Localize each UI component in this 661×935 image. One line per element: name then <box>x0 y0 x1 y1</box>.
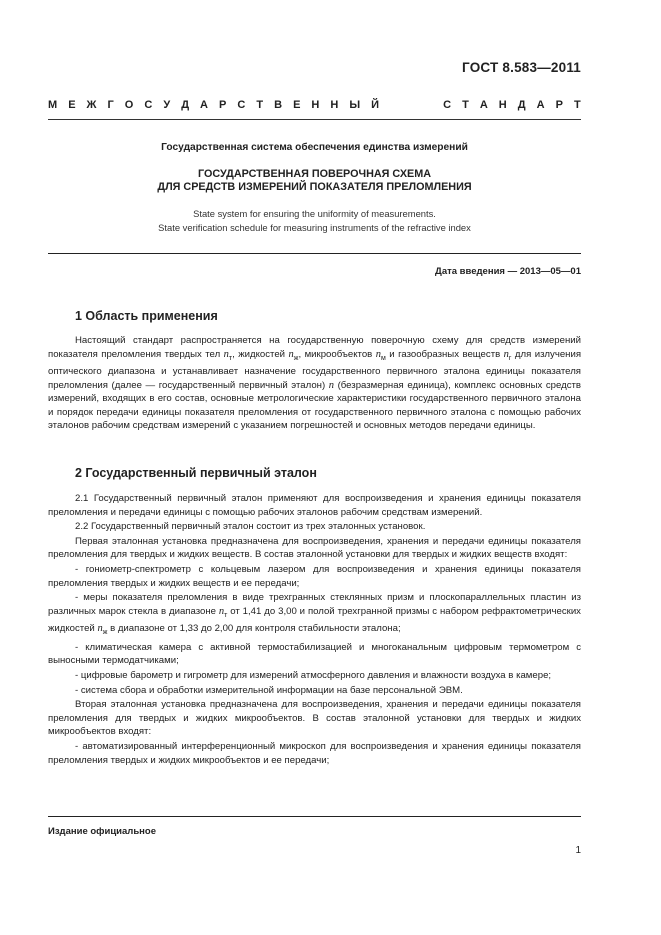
section-1-paragraph <box>48 334 581 433</box>
main-title-line: ДЛЯ СРЕДСТВ ИЗМЕРЕНИЙ ПОКАЗАТЕЛЯ ПРЕЛОМЛЕНИЯ <box>157 181 472 193</box>
page-number: 1 <box>575 845 581 856</box>
symbol-n: n <box>328 379 334 391</box>
text-run: , жидкостей <box>232 348 289 360</box>
banner-gap <box>390 99 432 111</box>
text-run: , микрообъектов <box>298 348 376 360</box>
banner-letter: А <box>200 99 208 111</box>
banner-letter: Е <box>68 99 76 111</box>
symbol-n: n <box>375 348 381 360</box>
banner-letter: Р <box>555 99 563 111</box>
main-title <box>48 168 581 194</box>
introduction-date: Дата введения — 2013—05—01 <box>435 266 581 277</box>
second-installation-paragraph: Вторая эталонная установка предназначена для воспроизведения, хранения и передачи единицы показателя преломления для твердых и жидких микрообъектов. В состав эталонной установки для твердых и жидких микрообъектов входят: <box>48 699 581 738</box>
banner-letter: С <box>237 99 246 111</box>
section-1-body <box>48 334 581 433</box>
first-installation-paragraph: Первая эталонная установка предназначена для воспроизведения, хранения и передачи единицы показателя преломления для твердых и жидких веществ. В состав эталонной установки для твердых и жидких веществ входят: <box>48 535 581 561</box>
banner-letter: А <box>479 99 488 111</box>
banner-letter: Й <box>371 99 380 111</box>
banner-letter: Д <box>517 99 526 111</box>
subscript: ж <box>293 354 299 362</box>
text-run: (безразмерная единица), комплекс основных средств измерений, входящих в его состав, основные метрологические характеристики государственного первичного эталона и порядок передачи единицы показателя преломления от государственного первичного эталона с помощью рабочих эталонов рабочим средствам измерений с указанием погрешностей и основных методов передачи единицы. <box>48 379 581 432</box>
gost-code: ГОСТ 8.583—2011 <box>462 60 581 75</box>
banner-letter: О <box>124 99 134 111</box>
banner-letter: Т <box>462 99 469 111</box>
banner-letter: Ы <box>349 99 361 111</box>
english-title-line: State system for ensuring the uniformity of measurements. <box>193 208 436 219</box>
list-item: - гониометр-спектрометр с кольцевым лазером для воспроизведения и хранения единицы показателя преломления твердых и жидких веществ и ее передачи; <box>48 563 581 589</box>
official-edition-label: Издание официальное <box>48 826 156 837</box>
symbol-n: n <box>97 623 103 635</box>
banner-letter: А <box>536 99 545 111</box>
clause-2-2: 2.2 Государственный первичный эталон состоит из трех эталонных установок. <box>75 521 426 533</box>
text-run: в диапазоне от 1,33 до 2,00 для контроля стабильности эталона; <box>107 623 401 635</box>
banner-letter: Н <box>311 99 320 111</box>
subscript: ж <box>102 629 108 637</box>
list-item: - цифровые барометр и гигрометр для измерений атмосферного давления и влажности воздуха в камере; <box>75 669 552 681</box>
text-run: и газообразных веществ <box>385 348 504 360</box>
text-run: для излучения оптического диапазона и устанавливает назначение государственного первичного эталона единицы показателя преломления (далее — государственный первичный эталон) <box>48 348 582 391</box>
banner-letter: С <box>443 99 452 111</box>
list-item: - автоматизированный интерференционный микроскоп для воспроизведения и хранения единицы показателя преломления твердых и жидких микрообъектов и ее передачи; <box>48 740 581 766</box>
banner-letter: Т <box>256 99 264 111</box>
symbol-n: n <box>223 348 229 360</box>
subscript: г <box>508 354 512 362</box>
banner-letter: С <box>144 99 153 111</box>
banner-letter: Р <box>219 99 227 111</box>
section-2-body <box>48 492 581 767</box>
symbol-n: n <box>288 348 294 360</box>
banner-letter: Д <box>181 99 190 111</box>
banner-letter: У <box>163 99 171 111</box>
english-title-line: State verification schedule for measuring instruments of the refractive index <box>158 221 471 233</box>
banner-letter: Т <box>573 99 581 111</box>
banner-letter: М <box>48 99 58 111</box>
list-item <box>48 591 581 640</box>
top-divider <box>48 119 581 120</box>
section-2-heading: 2 Государственный первичный эталон <box>75 466 317 480</box>
banner-letter: Е <box>293 99 301 111</box>
main-title-line: ГОСУДАРСТВЕННАЯ ПОВЕРОЧНАЯ СХЕМА <box>197 168 432 180</box>
text-run: Настоящий стандарт распространяется на государственную поверочную схему для средств измерений показателя преломления твердых тел <box>48 335 581 360</box>
subscript: т <box>224 611 228 619</box>
banner-letter: Н <box>330 99 339 111</box>
subscript: м <box>380 354 386 362</box>
text-run: - меры показателя преломления в виде трехгранных стеклянных призм и плоскопараллельных пластин из различных марок стекла в диапазоне <box>48 592 581 617</box>
banner-letter: Г <box>107 99 114 111</box>
list-item: - климатическая камера с активной термостабилизацией и многоканальным цифровым термометром с выносными термодатчиками; <box>48 641 581 667</box>
system-title: Государственная система обеспечения единства измерений <box>161 142 468 153</box>
banner-letter: В <box>274 99 283 111</box>
symbol-n: n <box>503 348 509 360</box>
text-run: от 1,41 до 3,00 и полой трехгранной призмы с набором рефрактометрических жидкостей <box>48 605 581 635</box>
banner-letter: Н <box>498 99 507 111</box>
interstate-standard-banner <box>48 99 581 111</box>
title-divider <box>48 253 581 254</box>
banner-letter: Ж <box>86 99 97 111</box>
clause-2-1: 2.1 Государственный первичный эталон применяют для воспроизведения и хранения единицы показателя преломления и передачи единицы с помощью рабочих эталонов рабочим средствам измерений. <box>48 493 581 518</box>
list-item: - система сбора и обработки измерительной информации на базе персональной ЭВМ. <box>75 684 463 696</box>
english-title <box>48 207 581 234</box>
subscript: т <box>228 354 233 362</box>
footer-divider <box>48 816 581 817</box>
section-1-heading: 1 Область применения <box>75 309 218 323</box>
symbol-n: n <box>218 605 225 617</box>
